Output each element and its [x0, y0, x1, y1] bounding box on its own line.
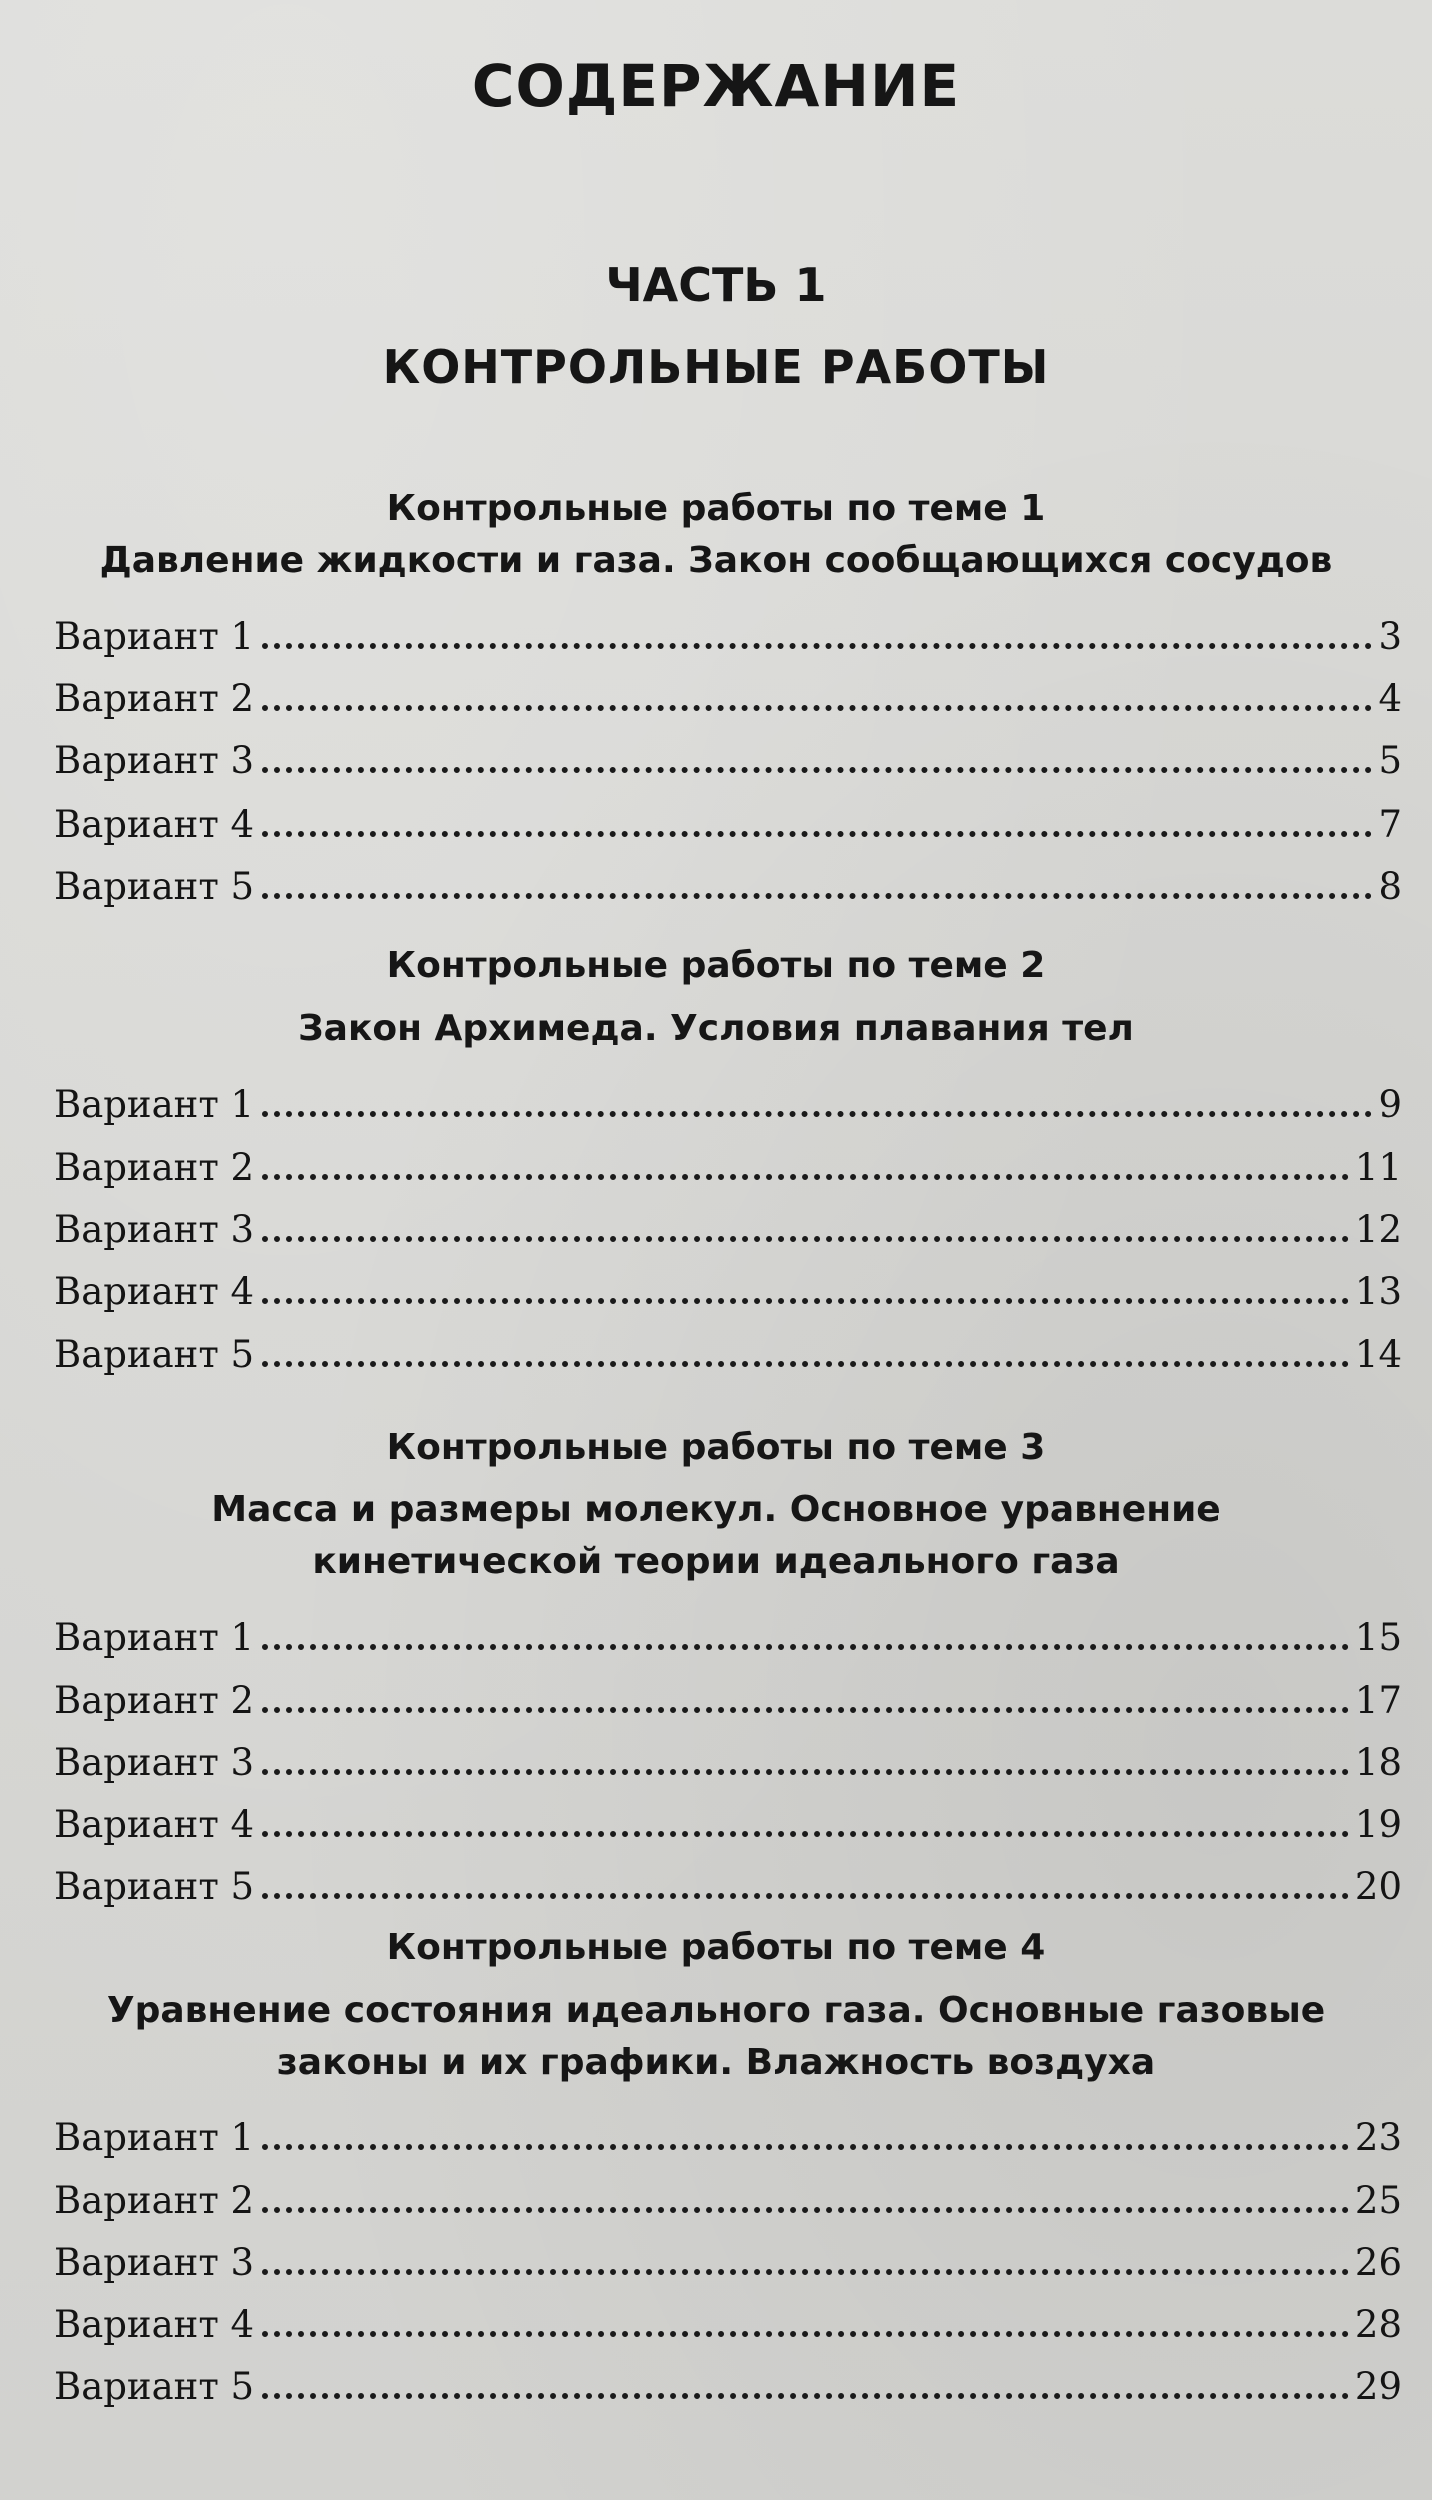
toc-entry[interactable]: [54, 1676, 1402, 1722]
toc-entry[interactable]: [54, 2362, 1402, 2408]
dot-leader: [262, 705, 1372, 711]
part-subtitle: КОНТРОЛЬНЫЕ РАБОТЫ: [382, 340, 1050, 394]
toc-entry-page-number: 8: [1378, 865, 1402, 908]
toc-entry[interactable]: [54, 1613, 1402, 1659]
toc-entry[interactable]: [54, 1330, 1402, 1376]
dot-leader: [262, 767, 1372, 773]
toc-entry[interactable]: [54, 2300, 1402, 2346]
toc-entry-page-number: 20: [1354, 1865, 1402, 1908]
toc-entry[interactable]: [54, 1143, 1402, 1189]
dot-leader: [262, 2269, 1349, 2275]
toc-entry-label: Вариант 5: [54, 1333, 255, 1376]
toc-entry-label: Вариант 2: [54, 1146, 255, 1189]
topic-title-line: Уравнение состояния идеального газа. Основные газовые: [106, 1990, 1326, 2031]
toc-entry-label: Вариант 2: [54, 677, 255, 720]
dot-leader: [262, 1111, 1372, 1117]
topic-heading: Контрольные работы по теме 3: [386, 1427, 1046, 1468]
dot-leader: [262, 1831, 1349, 1837]
toc-entry-label: Вариант 3: [54, 1208, 255, 1251]
topic-title-line: законы и их графики. Влажность воздуха: [276, 2042, 1156, 2083]
dot-leader: [262, 1174, 1349, 1180]
toc-entry[interactable]: [54, 1080, 1402, 1126]
toc-entry-page-number: 15: [1354, 1616, 1402, 1659]
toc-entry-page-number: 28: [1354, 2303, 1402, 2346]
toc-entry-label: Вариант 4: [54, 2303, 255, 2346]
toc-entry-label: Вариант 3: [54, 2241, 255, 2284]
toc-entry-page-number: 19: [1354, 1803, 1402, 1846]
toc-entry[interactable]: [54, 612, 1402, 658]
toc-entry-page-number: 18: [1354, 1741, 1402, 1784]
toc-entry-page-number: 5: [1378, 739, 1402, 782]
toc-entry[interactable]: [54, 1862, 1402, 1908]
toc-entry-label: Вариант 1: [54, 1083, 255, 1126]
toc-entry-label: Вариант 5: [54, 2365, 255, 2408]
dot-leader: [262, 1644, 1349, 1650]
topic-heading: Контрольные работы по теме 2: [386, 945, 1046, 986]
toc-entry-label: Вариант 2: [54, 1679, 255, 1722]
toc-entry[interactable]: [54, 2176, 1402, 2222]
dot-leader: [262, 643, 1372, 649]
toc-entry[interactable]: [54, 862, 1402, 908]
dot-leader: [262, 893, 1372, 899]
page-title: СОДЕРЖАНИЕ: [471, 52, 961, 120]
toc-entry-label: Вариант 1: [54, 1616, 255, 1659]
toc-entry-page-number: 14: [1354, 1333, 1402, 1376]
dot-leader: [262, 2331, 1349, 2337]
toc-entry-page-number: 17: [1354, 1679, 1402, 1722]
toc-entry[interactable]: [54, 1738, 1402, 1784]
toc-entry-page-number: 12: [1354, 1208, 1402, 1251]
toc-entry[interactable]: [54, 800, 1402, 846]
toc-entry-page-number: 9: [1378, 1083, 1402, 1126]
toc-entry-label: Вариант 2: [54, 2179, 255, 2222]
toc-entry-label: Вариант 5: [54, 865, 255, 908]
toc-entry-page-number: 26: [1354, 2241, 1402, 2284]
dot-leader: [262, 1236, 1349, 1242]
topic-title-line: Масса и размеры молекул. Основное уравнение: [211, 1489, 1221, 1530]
topic-title-line: Закон Архимеда. Условия плавания тел: [298, 1008, 1134, 1049]
dot-leader: [262, 831, 1372, 837]
topic-title-line: кинетической теории идеального газа: [312, 1541, 1120, 1582]
toc-entry[interactable]: [54, 1205, 1402, 1251]
toc-entry-page-number: 13: [1354, 1270, 1402, 1313]
toc-entry-label: Вариант 4: [54, 1270, 255, 1313]
toc-entry-page-number: 3: [1378, 615, 1402, 658]
toc-entry-page-number: 25: [1354, 2179, 1402, 2222]
dot-leader: [262, 1707, 1349, 1713]
dot-leader: [262, 1893, 1349, 1899]
toc-entry[interactable]: [54, 2238, 1402, 2284]
toc-entry-label: Вариант 3: [54, 1741, 255, 1784]
toc-entry-label: Вариант 5: [54, 1865, 255, 1908]
toc-entry-label: Вариант 3: [54, 739, 255, 782]
toc-entry[interactable]: [54, 2113, 1402, 2159]
toc-entry[interactable]: [54, 1267, 1402, 1313]
topic-heading: Контрольные работы по теме 4: [386, 1927, 1046, 1968]
toc-entry-label: Вариант 4: [54, 1803, 255, 1846]
toc-entry[interactable]: [54, 674, 1402, 720]
toc-entry-page-number: 23: [1354, 2116, 1402, 2159]
toc-entry-label: Вариант 4: [54, 803, 255, 846]
dot-leader: [262, 2207, 1349, 2213]
topic-heading: Контрольные работы по теме 1: [386, 488, 1046, 529]
toc-entry-page-number: 11: [1354, 1146, 1402, 1189]
dot-leader: [262, 1361, 1349, 1367]
toc-entry-page-number: 29: [1354, 2365, 1402, 2408]
dot-leader: [262, 2144, 1349, 2150]
toc-entry-page-number: 4: [1378, 677, 1402, 720]
dot-leader: [262, 1769, 1349, 1775]
toc-entry-page-number: 7: [1378, 803, 1402, 846]
toc-entry[interactable]: [54, 1800, 1402, 1846]
topic-title-line: Давление жидкости и газа. Закон сообщающихся сосудов: [99, 540, 1333, 581]
toc-entry-label: Вариант 1: [54, 2116, 255, 2159]
dot-leader: [262, 1298, 1349, 1304]
part-title: ЧАСТЬ 1: [605, 258, 827, 312]
toc-entry-label: Вариант 1: [54, 615, 255, 658]
dot-leader: [262, 2393, 1349, 2399]
toc-entry[interactable]: [54, 736, 1402, 782]
